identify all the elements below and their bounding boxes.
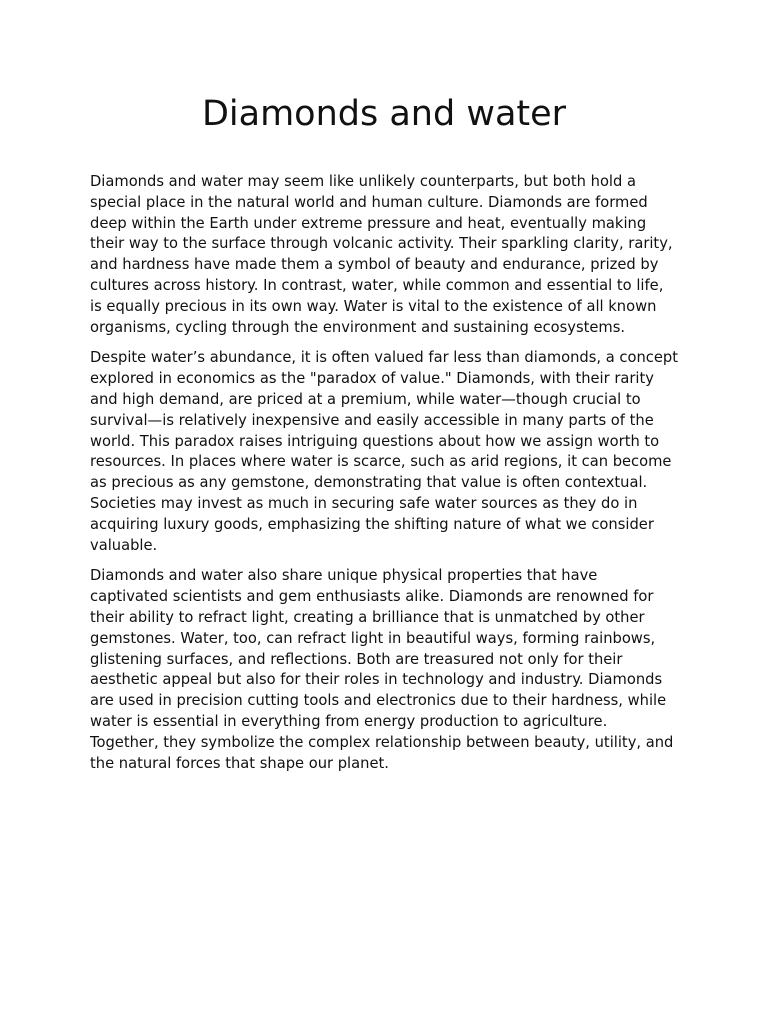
document-title: Diamonds and water	[201, 94, 567, 134]
paragraph-paradox-of-value: Despite water’s abundance, it is often valued far less than diamonds, a concept explored in economics as the "paradox of value." Diamonds, with their rarity and high demand, are priced at a premium, while water—though crucial to survival—is relatively inexpensive and easily accessible in many parts of the world. This paradox raises intriguing questions about how we assign worth to resources. In places where water is scarce, such as arid regions, it can become as precious as any gemstone, demonstrating that value is often contextual. Societies may invest as much in securing safe water sources as they do in acquiring luxury goods, emphasizing the shifting nature of what we consider valuable.	[90, 349, 678, 554]
document-body	[90, 172, 678, 774]
paragraph-physical-properties: Diamonds and water also share unique physical properties that have captivated scientists and gem enthusiasts alike. Diamonds are renowned for their ability to refract light, creating a brilliance that is unmatched by other gemstones. Water, too, can refract light in beautiful ways, forming rainbows, glistening surfaces, and reflections. Both are treasured not only for their aesthetic appeal but also for their roles in technology and industry. Diamonds are used in precision cutting tools and electronics due to their hardness, while water is essential in everything from energy production to agriculture. Together, they symbolize the complex relationship between beauty, utility, and the natural forces that shape our planet.	[90, 567, 674, 772]
paragraph-intro: Diamonds and water may seem like unlikely counterparts, but both hold a special place in the natural world and human culture. Diamonds are formed deep within the Earth under extreme pressure and heat, eventually making their way to the surface through volcanic activity. Their sparkling clarity, rarity, and hardness have made them a symbol of beauty and endurance, prized by cultures across history. In contrast, water, while common and essential to life, is equally precious in its own way. Water is vital to the existence of all known organisms, cycling through the environment and sustaining ecosystems.	[90, 173, 673, 336]
